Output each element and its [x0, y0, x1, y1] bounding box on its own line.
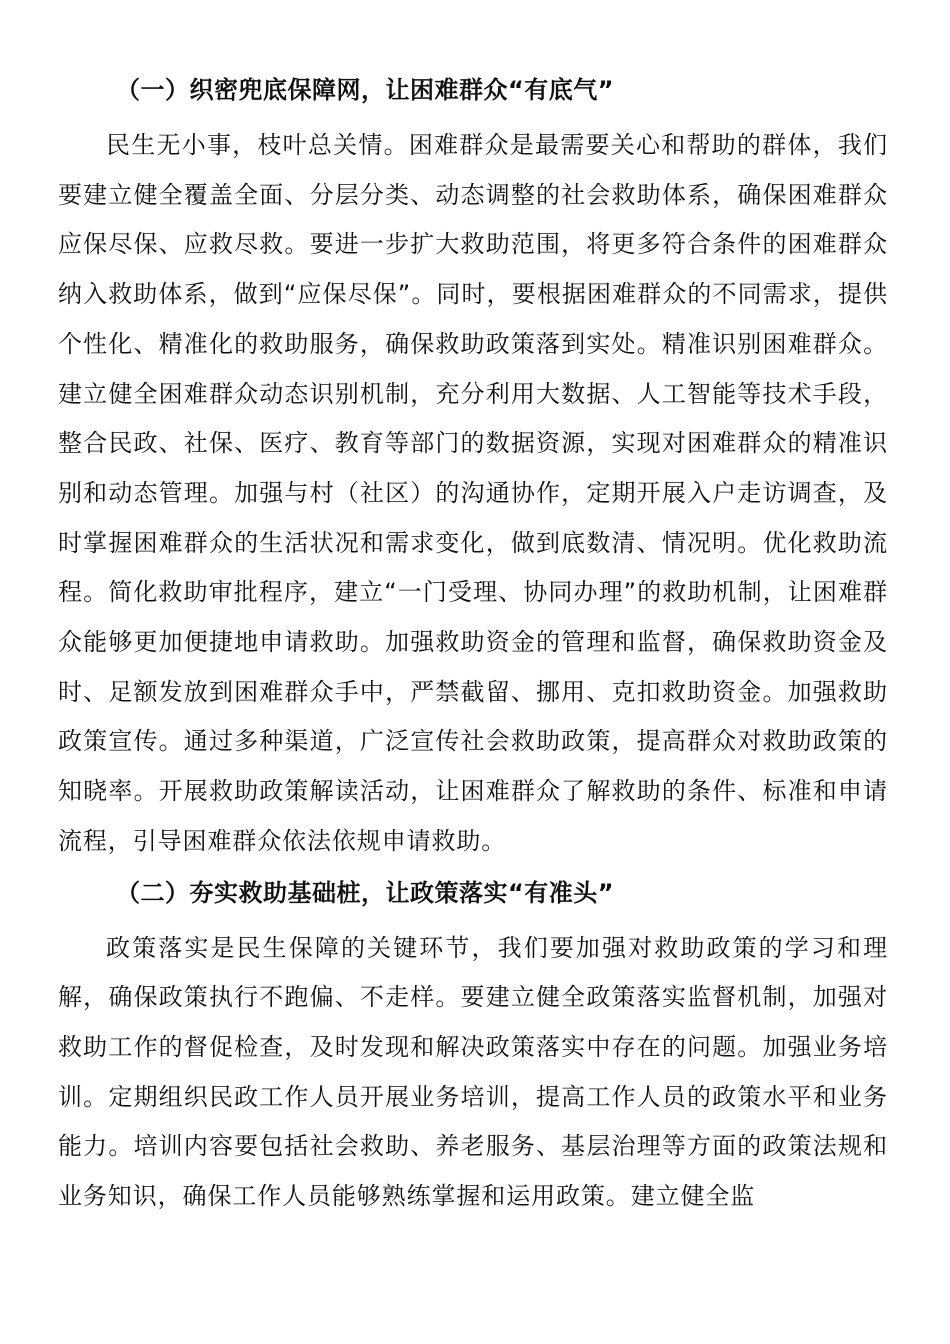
section-heading: （一）织密兜底保障网，让困难群众“有底气” — [116, 76, 615, 104]
section-2 — [58, 873, 888, 1222]
section-paragraph: 民生无小事，枝叶总关情。困难群众是最需要关心和帮助的群体，我们要建立健全覆盖全面、分层分类、动态调整的社会救助体系，确保困难群众应保尽保、应救尽救。要进一步扩大救助范围，将更多符合条件的困难群众纳入救助体系，做到“应保尽保”。同时，要根据困难群众的不同需求，提供个性化、精准化的救助服务，确保救助政策落到实处。精准识别困难群众。建立健全困难群众动态识别机制，充分利用大数据、人工智能等技术手段，整合民政、社保、医疗、教育等部门的数据资源，实现对困难群众的精准识别和动态管理。加强与村（社区）的沟通协作，定期开展入户走访调查，及时掌握困难群众的生活状况和需求变化，做到底数清、情况明。优化救助流程。简化救助审批程序，建立“一门受理、协同办理”的救助机制，让困难群众能够更加便捷地申请救助。加强救助资金的管理和监督，确保救助资金及时、足额发放到困难群众手中，严禁截留、挪用、克扣救助资金。加强救助政策宣传。通过多种渠道，广泛宣传社会救助政策，提高群众对救助政策的知晓率。开展救助政策解读活动，让困难群众了解救助的条件、标准和申请流程，引导困难群众依法依规申请救助。 — [58, 131, 888, 855]
section-paragraph: 政策落实是民生保障的关键环节，我们要加强对救助政策的学习和理解，确保政策执行不跑偏、不走样。要建立健全政策落实监督机制，加强对救助工作的督促检查，及时发现和解决政策落实中存在的问题。加强业务培训。定期组织民政工作人员开展业务培训，提高工作人员的政策水平和业务能力。培训内容要包括社会救助、养老服务、基层治理等方面的政策法规和业务知识，确保工作人员能够熟练掌握和运用政策。建立健全监 — [58, 933, 888, 1211]
section-heading: （二）夯实救助基础桩，让政策落实“有准头” — [116, 878, 615, 907]
document-page — [58, 70, 888, 1222]
section-1 — [58, 70, 888, 867]
